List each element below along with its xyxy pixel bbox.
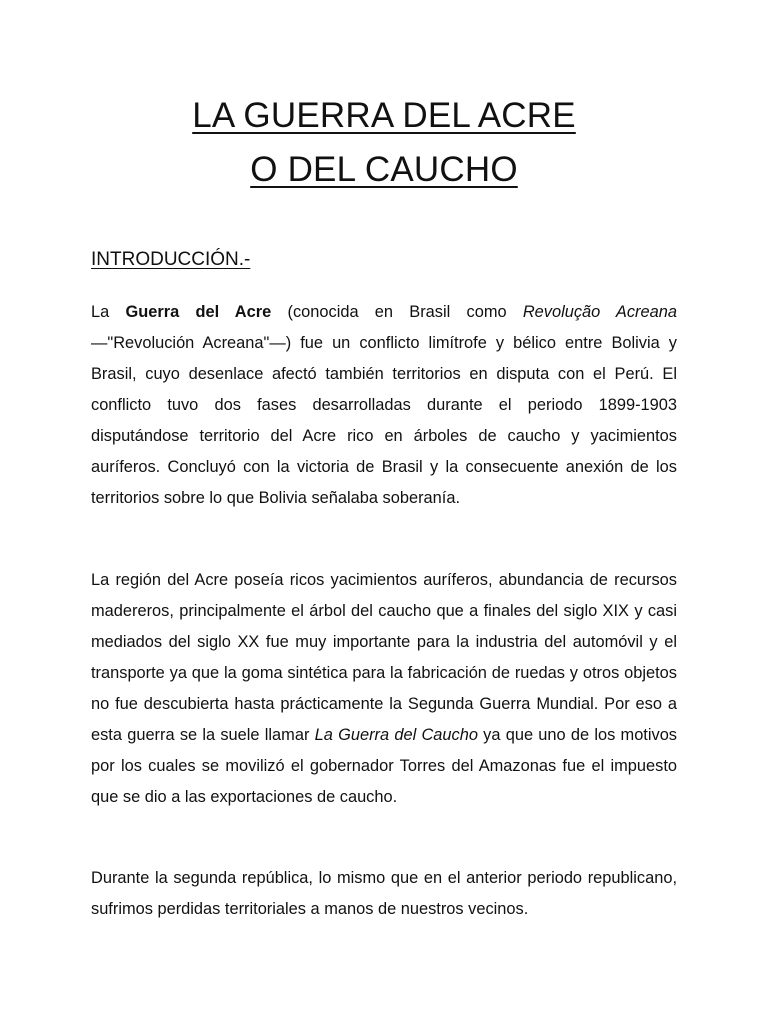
document-title-line-1: LA GUERRA DEL ACRE [192, 96, 576, 135]
paragraph-2 [91, 565, 677, 813]
paragraph-3-text: Durante la segunda república, lo mismo que en el anterior periodo republicano, sufrimos perdidas territoriales a manos de nuestros vecinos. [91, 869, 677, 918]
paragraph-2-italic-term: La Guerra del Caucho [314, 726, 478, 744]
paragraph-2-text-b: ya que uno de los motivos por los cuales se movilizó el gobernador Torres del Amazonas fue el impuesto que se dio a las exportaciones de caucho. [91, 726, 678, 806]
section-heading-introduccion: INTRODUCCIÓN.- [91, 249, 251, 270]
paragraph-1-text-a: La [91, 303, 126, 321]
paragraph-1-text-b: (conocida en Brasil como [271, 303, 523, 321]
paragraph-1 [91, 297, 677, 514]
paragraph-1-text-c: —"Revolución Acreana"—) fue un conflicto limítrofe y bélico entre Bolivia y Brasil, cuyo desenlace afectó también territorios en disputa con el Perú. El conflicto tuvo dos fases desarrolladas durante el periodo 1899-1903 disputándose territorio del Acre rico en árboles de caucho y yacimientos auríferos. Concluyó con la victoria de Brasil y la consecuente anexión de los territorios sobre lo que Bolivia señalaba soberanía. [91, 334, 677, 507]
paragraph-2-text-a: La región del Acre poseía ricos yacimientos auríferos, abundancia de recursos madereros, principalmente el árbol del caucho que a finales del siglo XIX y casi mediados del siglo XX fue muy importante para la industria del automóvil y el transporte ya que la goma sintética para la fabricación de ruedas y otros objetos no fue descubierta hasta prácticamente la Segunda Guerra Mundial. Por eso a esta guerra se la suele llamar [91, 571, 677, 744]
paragraph-1-italic-term: Revolução Acreana [522, 303, 677, 321]
paragraph-1-bold-term: Guerra del Acre [125, 303, 272, 321]
document-title-line-2: O DEL CAUCHO [250, 150, 518, 189]
paragraph-3 [91, 863, 677, 925]
